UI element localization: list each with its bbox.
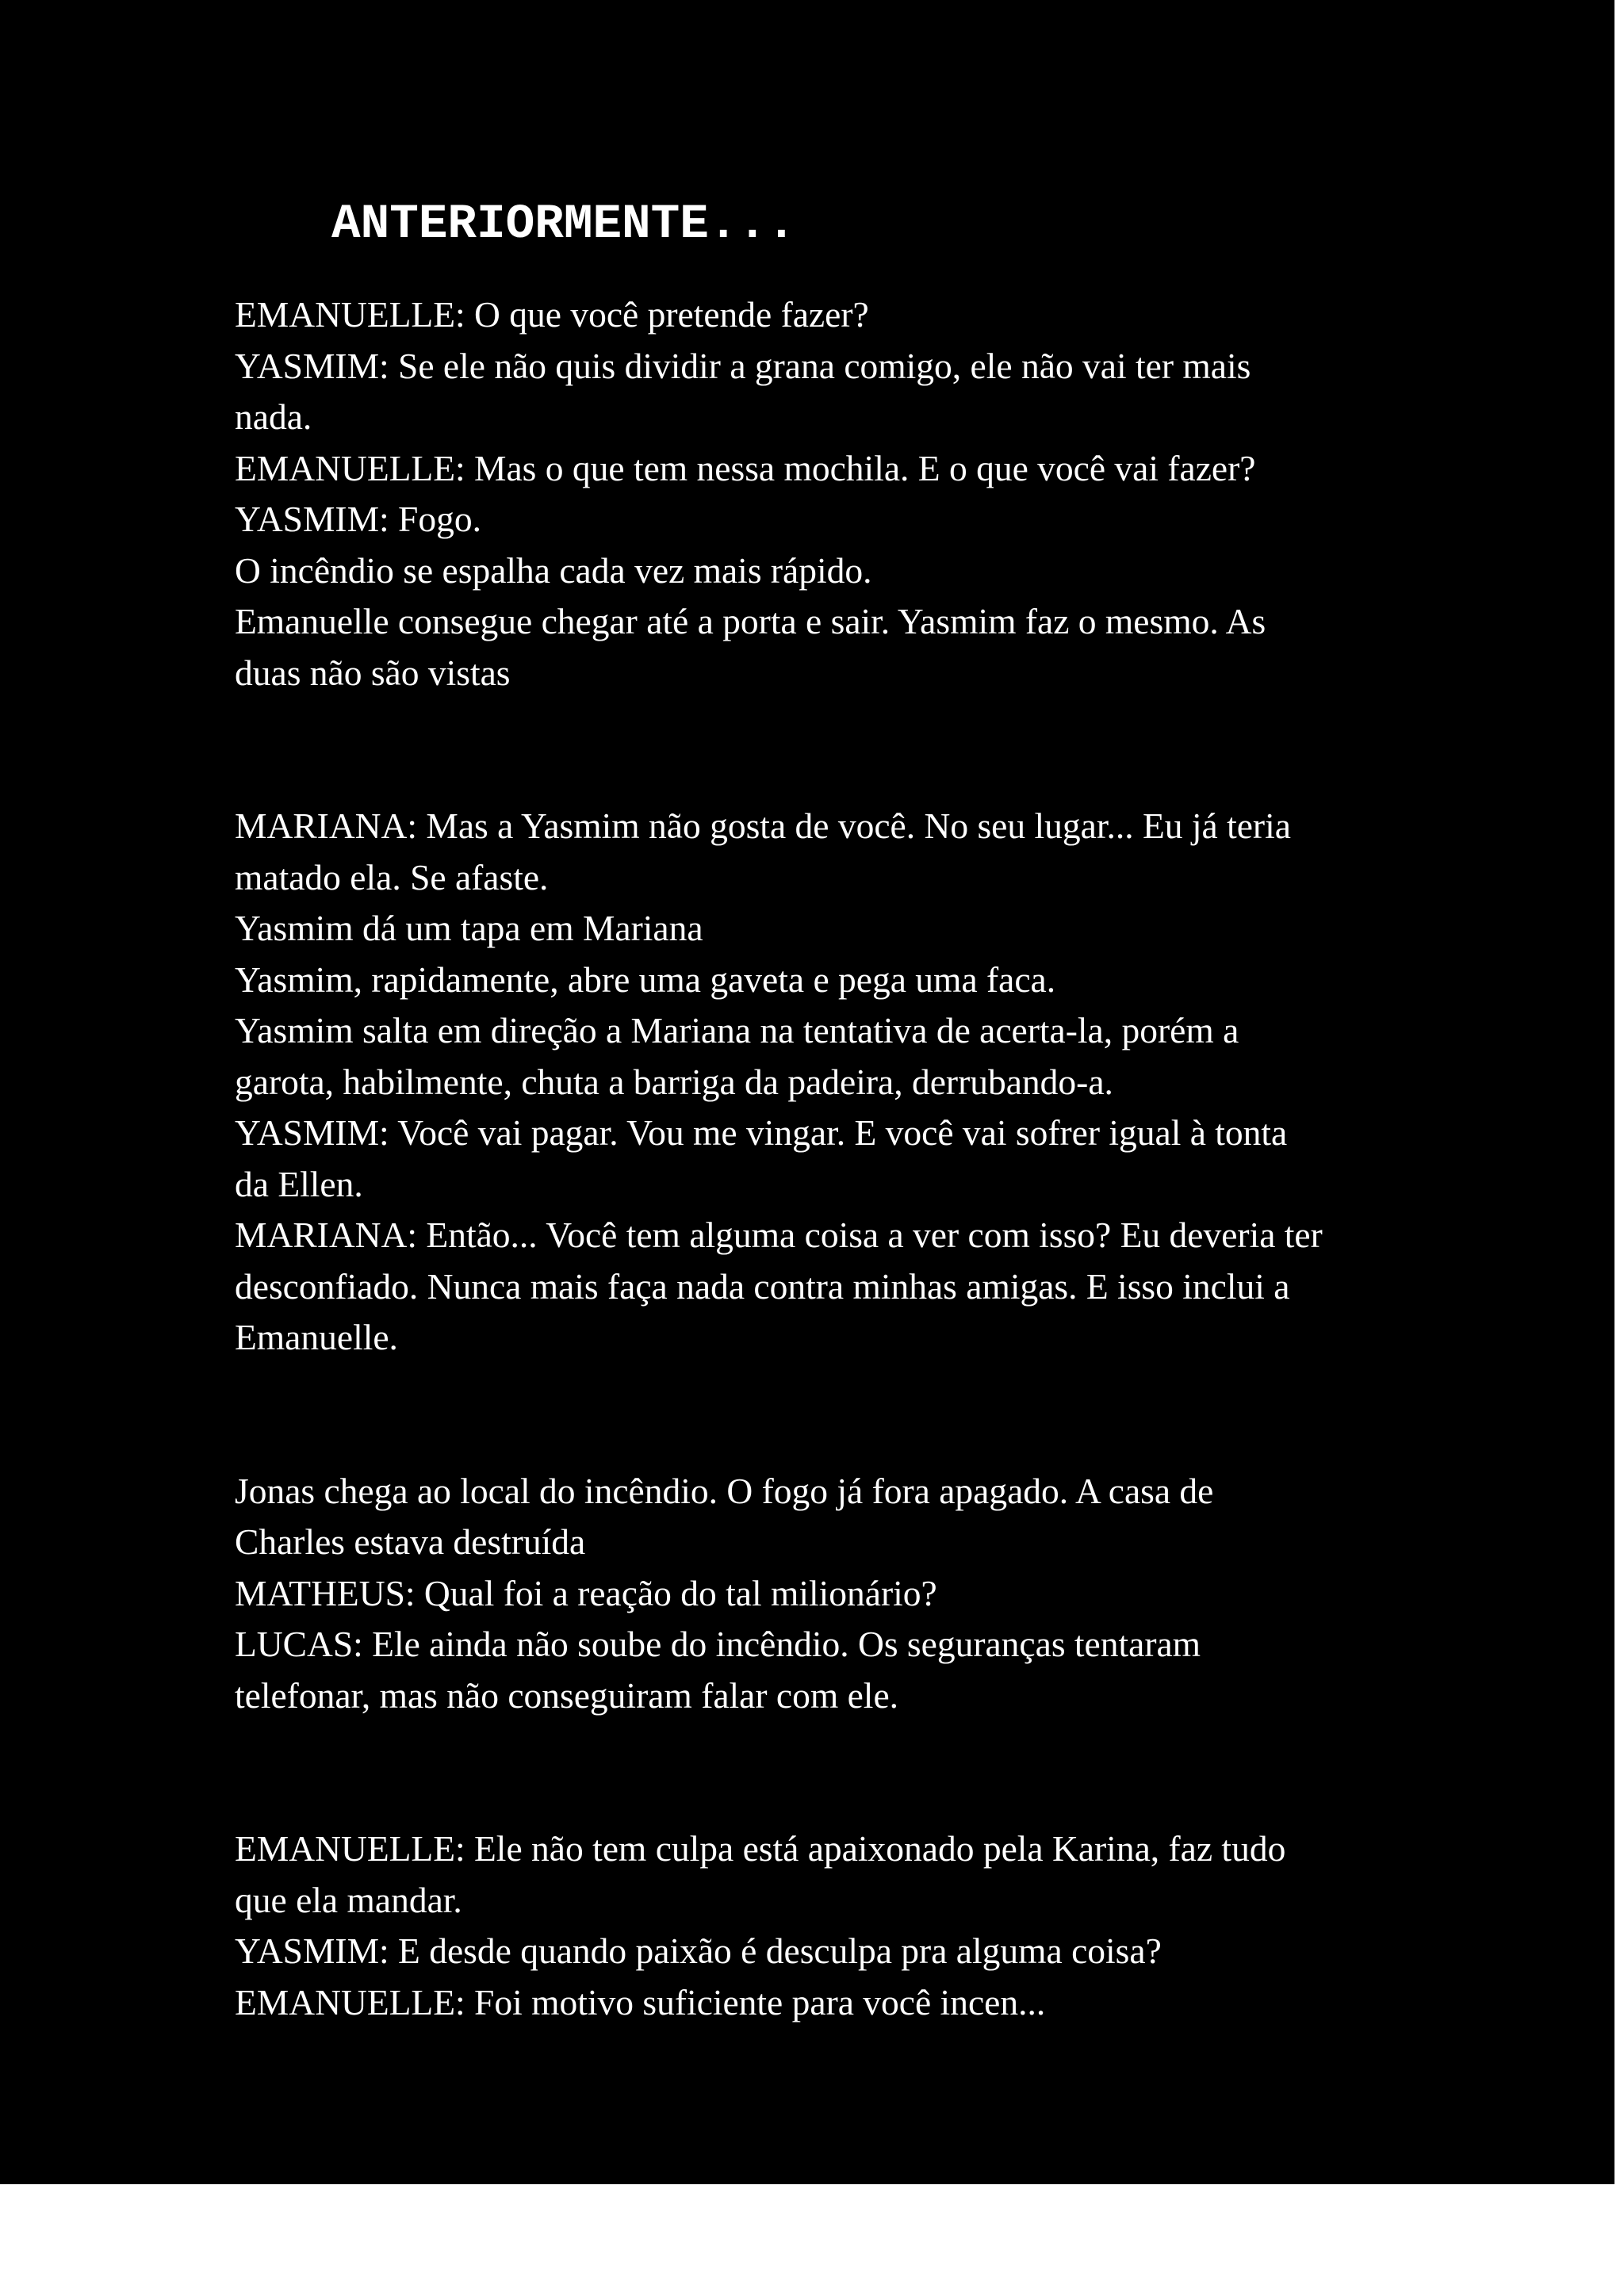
script-line: O incêndio se espalha cada vez mais rápido. [235,549,872,591]
script-line: garota, habilmente, chuta a barriga da padeira, derrubando-a. [235,1061,1113,1102]
script-line: Charles estava destruída [235,1521,586,1562]
script-line: EMANUELLE: Foi motivo suficiente para você incen... [235,1981,1046,2022]
scene-block-1 [235,289,1424,698]
script-line: EMANUELLE: O que você pretende fazer? [235,294,869,335]
script-line: MARIANA: Então... Você tem alguma coisa a ver com isso? Eu deveria ter [235,1215,1323,1255]
scene-block-3 [235,1466,1424,1722]
page-bottom-margin [0,2184,1624,2296]
script-line: da Ellen. [235,1163,363,1204]
script-line: que ela mandar. [235,1879,462,1920]
script-line: Emanuelle consegue chegar até a porta e sair. Yasmim faz o mesmo. As [235,601,1266,641]
scene-block-2 [235,801,1424,1364]
script-line: Yasmim dá um tapa em Mariana [235,908,703,948]
script-line: MATHEUS: Qual foi a reação do tal milionário? [235,1572,937,1613]
script-line: Yasmim, rapidamente, abre uma gaveta e pega uma faca. [235,959,1056,1000]
scene-spacer [235,1721,1424,1823]
script-line: matado ela. Se afaste. [235,856,549,897]
script-body [235,289,1424,2028]
scene-spacer [235,698,1424,801]
script-line: nada. [235,396,312,437]
script-line: LUCAS: Ele ainda não soube do incêndio. Os seguranças tentaram [235,1624,1201,1664]
script-line: Jonas chega ao local do incêndio. O fogo já fora apagado. A casa de [235,1470,1214,1511]
page-title: ANTERIORMENTE... [331,197,796,252]
script-line: duas não são vistas [235,652,511,693]
script-line: YASMIM: Se ele não quis dividir a grana comigo, ele não vai ter mais [235,345,1251,386]
script-line: YASMIM: E desde quando paixão é desculpa pra alguma coisa? [235,1931,1162,1971]
scene-block-4 [235,1823,1424,2028]
scene-spacer [235,1364,1424,1466]
script-line: EMANUELLE: Ele não tem culpa está apaixonado pela Karina, faz tudo [235,1828,1286,1869]
script-line: YASMIM: Fogo. [235,499,481,539]
script-line: Emanuelle. [235,1317,398,1357]
script-line: desconfiado. Nunca mais faça nada contra minhas amigas. E isso inclui a [235,1265,1290,1307]
script-line: Yasmim salta em direção a Mariana na tentativa de acerta-la, porém a [235,1010,1239,1050]
script-line: MARIANA: Mas a Yasmim não gosta de você. No seu lugar... Eu já teria [235,806,1291,846]
script-line: YASMIM: Você vai pagar. Vou me vingar. E você vai sofrer igual à tonta [235,1112,1288,1153]
script-line: EMANUELLE: Mas o que tem nessa mochila. E o que você vai fazer? [235,447,1256,488]
script-line: telefonar, mas não conseguiram falar com ele. [235,1674,899,1716]
